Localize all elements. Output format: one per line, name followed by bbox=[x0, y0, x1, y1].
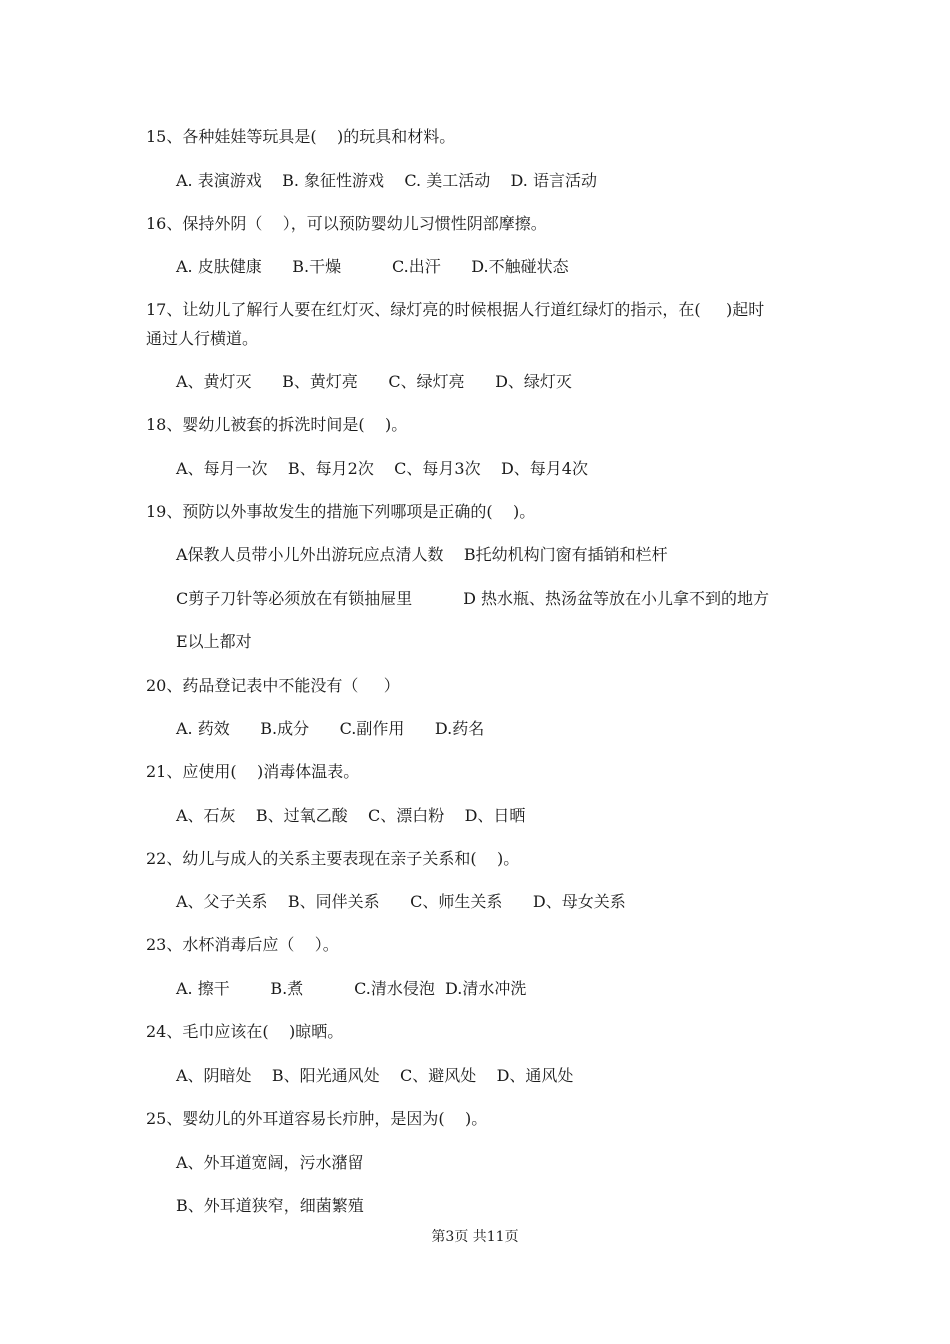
question-24: 24、毛巾应该在( )晾晒。 bbox=[146, 1022, 344, 1041]
page-footer: 第3页 共11页 bbox=[431, 1229, 519, 1245]
options-15: A. 表演游戏 B. 象征性游戏 C. 美工活动 D. 语言活动 bbox=[176, 171, 597, 190]
options-17: A、黄灯灭 B、黄灯亮 C、绿灯亮 D、绿灯灭 bbox=[176, 372, 572, 391]
options-23: A. 擦干 B.煮 C.清水侵泡 D.清水冲洗 bbox=[176, 979, 527, 998]
question-20: 20、药品登记表中不能没有（ ） bbox=[146, 676, 400, 695]
question-21: 21、应使用( )消毒体温表。 bbox=[146, 762, 360, 781]
question-25: 25、婴幼儿的外耳道容易长疖肿，是因为( )。 bbox=[146, 1109, 488, 1128]
options-24: A、阴暗处 B、阳光通风处 C、避风处 D、通风处 bbox=[176, 1066, 574, 1085]
question-17: 17、让幼儿了解行人要在红灯灭、绿灯亮的时候根据人行道红绿灯的指示，在( )起时 bbox=[146, 300, 765, 319]
question-19: 19、预防以外事故发生的措施下列哪项是正确的( )。 bbox=[146, 502, 536, 521]
question-17-cont: 通过人行横道。 bbox=[146, 329, 259, 348]
options-21: A、石灰 B、过氧乙酸 C、漂白粉 D、日晒 bbox=[176, 806, 526, 825]
question-16: 16、保持外阴（ ），可以预防婴幼儿习惯性阴部摩擦。 bbox=[146, 214, 547, 233]
options-19-e: E以上都对 bbox=[176, 632, 252, 651]
options-16: A. 皮肤健康 B.干燥 C.出汗 D.不触碰状态 bbox=[176, 257, 569, 276]
options-25-a: A、外耳道宽阔，污水潴留 bbox=[176, 1153, 364, 1172]
options-25-b: B、外耳道狭窄，细菌繁殖 bbox=[176, 1196, 364, 1215]
question-15: 15、各种娃娃等玩具是( )的玩具和材料。 bbox=[146, 127, 456, 146]
options-22: A、父子关系 B、同伴关系 C、师生关系 D、母女关系 bbox=[176, 892, 626, 911]
options-18: A、每月一次 B、每月2次 C、每月3次 D、每月4次 bbox=[176, 459, 588, 478]
options-19-a: A保教人员带小儿外出游玩应点清人数 B托幼机构门窗有插销和栏杆 bbox=[176, 545, 668, 564]
question-23: 23、水杯消毒后应（ ）。 bbox=[146, 935, 339, 954]
options-20: A. 药效 B.成分 C.副作用 D.药名 bbox=[176, 719, 485, 738]
question-18: 18、婴幼儿被套的拆洗时间是( )。 bbox=[146, 415, 408, 434]
question-22: 22、幼儿与成人的关系主要表现在亲子关系和( )。 bbox=[146, 849, 520, 868]
options-19-c: C剪子刀针等必须放在有锁抽屉里 D 热水瓶、热汤盆等放在小儿拿不到的地方 bbox=[176, 589, 770, 608]
